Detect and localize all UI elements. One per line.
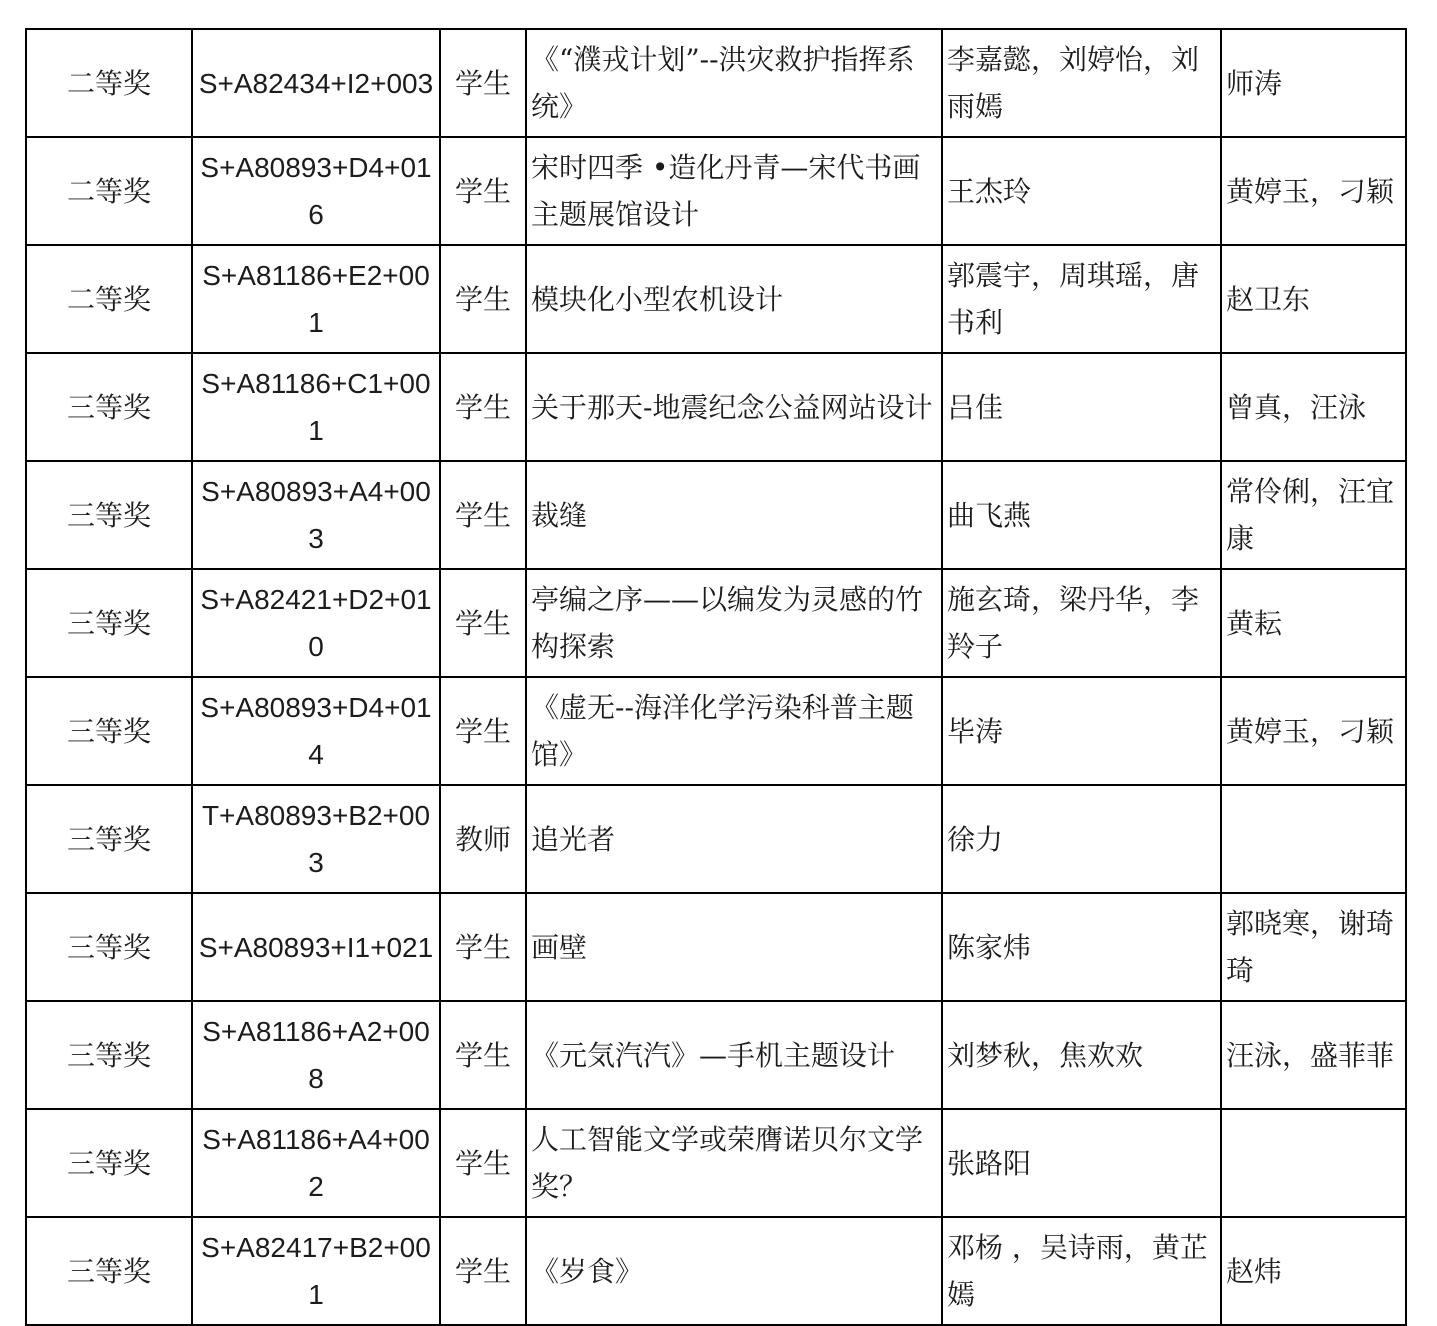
cell-award-level: 三等奖 (26, 677, 192, 785)
cell-advisors: 黄婷玉，刁颖 (1221, 677, 1406, 785)
cell-work-title: 宋时四季 •造化丹青—宋代书画主题展馆设计 (526, 137, 942, 245)
cell-authors: 李嘉懿，刘婷怡，刘雨嫣 (942, 29, 1221, 137)
cell-work-title: 亭编之序——以编发为灵感的竹构探索 (526, 569, 942, 677)
cell-work-title: 《元気汽汽》—手机主题设计 (526, 1001, 942, 1109)
cell-award-level: 二等奖 (26, 245, 192, 353)
cell-entry-code: S+A81186+A4+002 (192, 1109, 440, 1217)
cell-award-level: 二等奖 (26, 137, 192, 245)
cell-authors: 刘梦秋，焦欢欢 (942, 1001, 1221, 1109)
document-page (25, 28, 1407, 1326)
table-row (26, 1001, 1406, 1109)
table-row (26, 1217, 1406, 1325)
table-row (26, 137, 1406, 245)
cell-participant-type: 学生 (440, 29, 526, 137)
cell-authors: 郭震宇，周琪瑶，唐书利 (942, 245, 1221, 353)
cell-entry-code: T+A80893+B2+003 (192, 785, 440, 893)
cell-authors: 毕涛 (942, 677, 1221, 785)
cell-work-title: 画壁 (526, 893, 942, 1001)
cell-authors: 徐力 (942, 785, 1221, 893)
cell-authors: 施玄琦，梁丹华，李羚子 (942, 569, 1221, 677)
cell-advisors: 赵卫东 (1221, 245, 1406, 353)
cell-advisors: 黄耘 (1221, 569, 1406, 677)
cell-award-level: 三等奖 (26, 1217, 192, 1325)
cell-work-title: 人工智能文学或荣膺诺贝尔文学奖？ (526, 1109, 942, 1217)
cell-work-title: 模块化小型农机设计 (526, 245, 942, 353)
cell-authors: 张路阳 (942, 1109, 1221, 1217)
cell-award-level: 三等奖 (26, 461, 192, 569)
cell-advisors (1221, 1109, 1406, 1217)
cell-authors: 邓杨 ，吴诗雨，黄芷嫣 (942, 1217, 1221, 1325)
cell-advisors: 黄婷玉，刁颖 (1221, 137, 1406, 245)
cell-entry-code: S+A82434+I2+003 (192, 29, 440, 137)
cell-entry-code: S+A81186+A2+008 (192, 1001, 440, 1109)
cell-participant-type: 学生 (440, 1217, 526, 1325)
table-row (26, 785, 1406, 893)
table-row (26, 461, 1406, 569)
cell-work-title: 关于那天-地震纪念公益网站设计 (526, 353, 942, 461)
awards-table (25, 28, 1407, 1326)
cell-award-level: 三等奖 (26, 1109, 192, 1217)
table-row (26, 569, 1406, 677)
cell-entry-code: S+A80893+D4+014 (192, 677, 440, 785)
cell-authors: 陈家炜 (942, 893, 1221, 1001)
table-row (26, 677, 1406, 785)
cell-work-title: 追光者 (526, 785, 942, 893)
cell-entry-code: S+A80893+A4+003 (192, 461, 440, 569)
cell-entry-code: S+A82417+B2+001 (192, 1217, 440, 1325)
cell-entry-code: S+A80893+I1+021 (192, 893, 440, 1001)
table-row (26, 1109, 1406, 1217)
cell-award-level: 三等奖 (26, 893, 192, 1001)
table-row (26, 245, 1406, 353)
cell-entry-code: S+A81186+E2+001 (192, 245, 440, 353)
cell-advisors: 赵炜 (1221, 1217, 1406, 1325)
cell-authors: 曲飞燕 (942, 461, 1221, 569)
cell-participant-type: 学生 (440, 137, 526, 245)
table-row (26, 893, 1406, 1001)
cell-award-level: 三等奖 (26, 785, 192, 893)
cell-participant-type: 学生 (440, 893, 526, 1001)
cell-participant-type: 学生 (440, 1001, 526, 1109)
cell-award-level: 三等奖 (26, 353, 192, 461)
cell-advisors: 汪泳，盛菲菲 (1221, 1001, 1406, 1109)
cell-advisors: 师涛 (1221, 29, 1406, 137)
cell-authors: 吕佳 (942, 353, 1221, 461)
cell-entry-code: S+A82421+D2+010 (192, 569, 440, 677)
table-row (26, 353, 1406, 461)
cell-entry-code: S+A81186+C1+001 (192, 353, 440, 461)
cell-participant-type: 学生 (440, 353, 526, 461)
cell-work-title: 《岁食》 (526, 1217, 942, 1325)
cell-participant-type: 学生 (440, 677, 526, 785)
cell-work-title: 《虚无--海洋化学污染科普主题馆》 (526, 677, 942, 785)
cell-work-title: 裁缝 (526, 461, 942, 569)
cell-authors: 王杰玲 (942, 137, 1221, 245)
cell-participant-type: 教师 (440, 785, 526, 893)
cell-award-level: 二等奖 (26, 29, 192, 137)
cell-entry-code: S+A80893+D4+016 (192, 137, 440, 245)
cell-advisors: 郭晓寒，谢琦琦 (1221, 893, 1406, 1001)
cell-advisors: 曾真，汪泳 (1221, 353, 1406, 461)
cell-work-title: 《“濮戎计划”--洪灾救护指挥系统》 (526, 29, 942, 137)
cell-advisors (1221, 785, 1406, 893)
cell-award-level: 三等奖 (26, 569, 192, 677)
cell-participant-type: 学生 (440, 569, 526, 677)
cell-participant-type: 学生 (440, 1109, 526, 1217)
cell-award-level: 三等奖 (26, 1001, 192, 1109)
cell-advisors: 常伶俐，汪宜康 (1221, 461, 1406, 569)
cell-participant-type: 学生 (440, 461, 526, 569)
table-row (26, 29, 1406, 137)
cell-participant-type: 学生 (440, 245, 526, 353)
